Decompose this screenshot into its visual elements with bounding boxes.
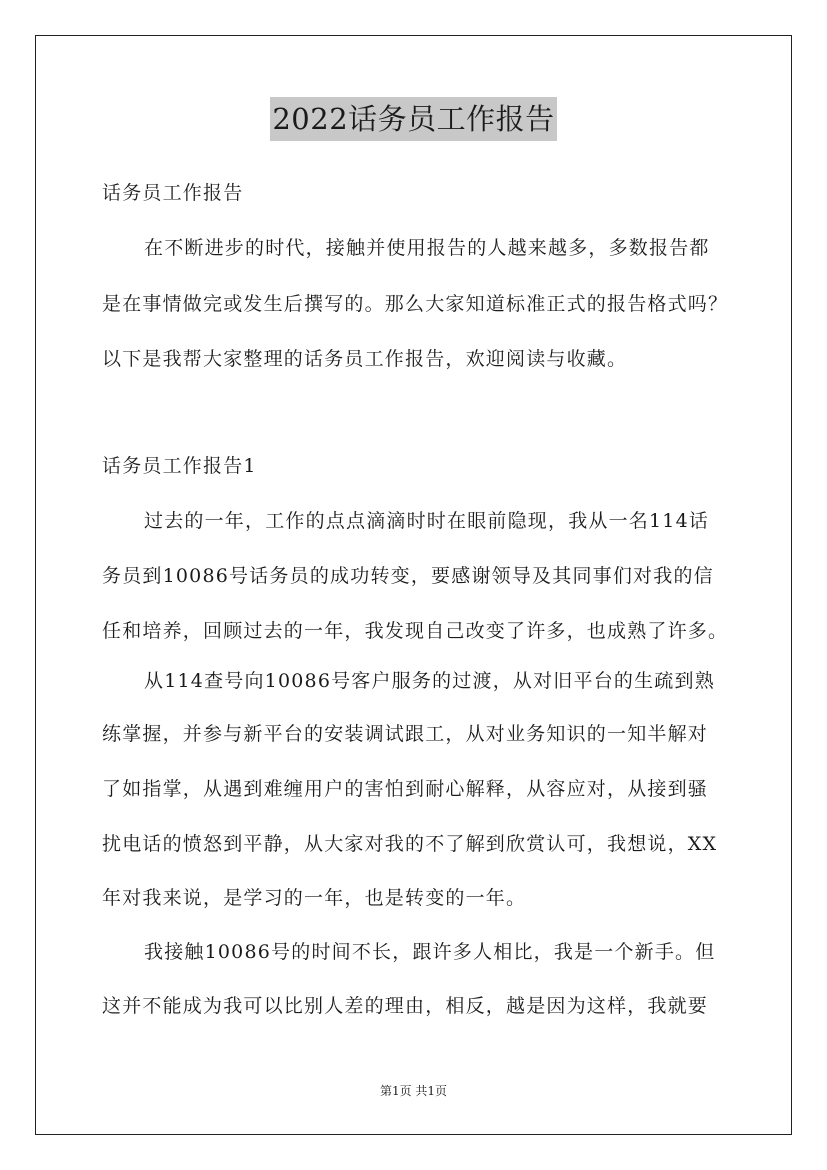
body-line: 了如指掌，从遇到难缠用户的害怕到耐心解释，从容应对，从接到骚 [102,778,709,800]
body-line: 我接触10086号的时间不长，跟许多人相比，我是一个新手。但 [144,941,716,963]
intro-line: 以下是我帮大家整理的话务员工作报告，欢迎阅读与收藏。 [102,348,628,370]
title-container [0,97,827,141]
body-line: 这并不能成为我可以比别人差的理由，相反，越是因为这样，我就要 [102,995,709,1017]
body-line: 年对我来说，是学习的一年，也是转变的一年。 [102,887,527,909]
subtitle: 话务员工作报告 [102,182,244,204]
body-line: 练掌握，并参与新平台的安装调试跟工，从对业务知识的一知半解对 [102,723,709,745]
section-heading: 话务员工作报告1 [102,455,257,477]
document-title: 2022话务员工作报告 [270,97,556,141]
body-line: 过去的一年，工作的点点滴滴时时在眼前隐现，我从一名114话 [144,510,710,532]
body-line: 从114查号向10086号客户服务的过渡，从对旧平台的生疏到熟 [144,670,715,692]
intro-line: 在不断进步的时代，接触并使用报告的人越来越多，多数报告都 [144,237,710,259]
intro-line: 是在事情做完或发生后撰写的。那么大家知道标准正式的报告格式吗？ [102,293,729,315]
page-footer: 第1页 共1页 [379,1084,448,1098]
body-line: 务员到10086号话务员的成功转变，要感谢领导及其同事们对我的信 [102,565,714,587]
body-line: 任和培养，回顾过去的一年，我发现自己改变了许多，也成熟了许多。 [102,620,729,642]
body-line: 扰电话的愤怒到平静，从大家对我的不了解到欣赏认可，我想说，XX [102,833,718,855]
